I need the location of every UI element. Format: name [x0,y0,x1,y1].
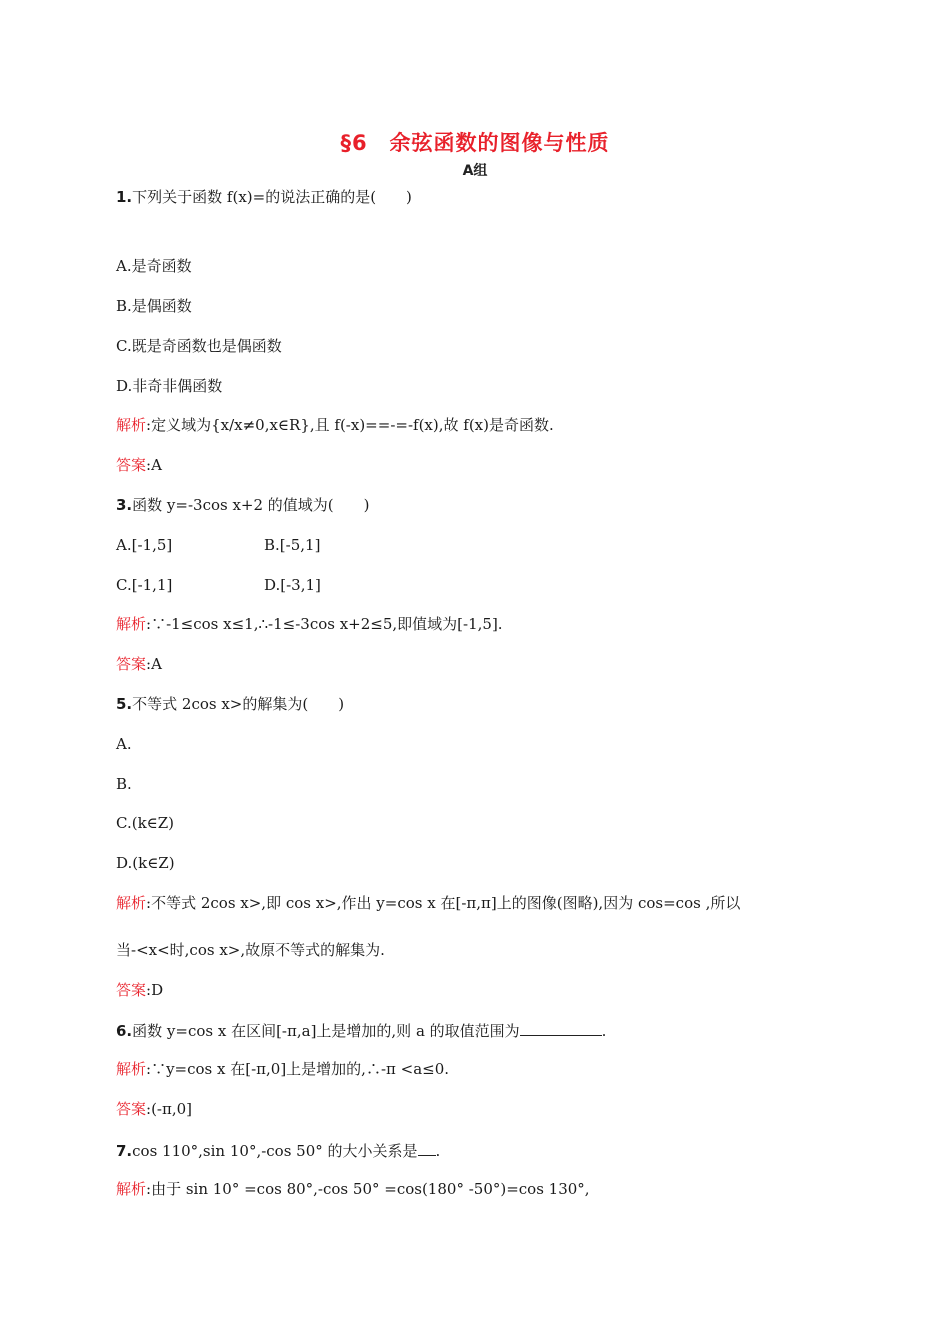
solution-line [116,893,740,913]
solution-line [116,614,503,634]
solution-text: :定义域为{x/x≠0,x∈R},且 f(-x)==-=-f(x),故 f(x)是奇函数. [146,416,554,434]
solution-text: :由于 sin 10° =cos 80°,-cos 50° =cos(180° -50°)=cos 130°, [146,1180,590,1198]
question-text: 函数 y=cos x 在区间[-π,a]上是增加的,则 a 的取值范围为 [132,1022,520,1040]
answer-label: 答案 [116,1100,147,1118]
answer-line [116,455,162,475]
answer-text: :A [146,655,162,673]
answer-text: :D [146,981,164,999]
option-a: A.[-1,5] [116,536,173,554]
option-c: C.[-1,1] [116,576,173,594]
question-number: 5. [116,695,133,713]
answer-label: 答案 [116,655,147,673]
solution-label: 解析 [116,615,147,633]
option-c: C.既是奇函数也是偶函数 [116,337,282,355]
question-number: 7. [116,1142,133,1160]
answer-label: 答案 [116,981,147,999]
answer-line [116,1099,192,1119]
option-d: D.[-3,1] [264,576,321,594]
question-3 [116,495,370,515]
options-row-ab [116,535,321,555]
solution-line [116,1059,449,1079]
option-a: A.是奇函数 [116,257,192,275]
page-title: §6 余弦函数的图像与性质 [340,131,610,155]
solution-line [116,415,554,435]
option-b: B. [116,775,132,793]
question-end: . [435,1142,441,1160]
solution-label: 解析 [116,894,147,912]
answer-blank [520,1019,602,1036]
question-end: . [601,1022,607,1040]
answer-blank [418,1139,436,1156]
option-b: B.[-5,1] [264,536,321,554]
answer-line [116,654,162,674]
solution-text: :不等式 2cos x>,即 cos x>,作出 y=cos x 在[-π,π]上的图像(图略),因为 cos=cos ,所以 [146,894,741,912]
solution-label: 解析 [116,1060,147,1078]
question-text: 不等式 2cos x>的解集为( ) [132,695,345,713]
answer-line [116,980,163,1000]
question-text: 下列关于函数 f(x)=的说法正确的是( ) [132,188,412,206]
question-6 [116,1019,606,1041]
question-7 [116,1139,440,1161]
solution-text: :∵-1≤cos x≤1,∴-1≤-3cos x+2≤5,即值域为[-1,5]. [146,615,503,633]
question-text: 函数 y=-3cos x+2 的值域为( ) [132,496,370,514]
solution-label: 解析 [116,416,147,434]
option-c: C.(k∈Z) [116,814,175,832]
question-number: 3. [116,496,133,514]
group-label: A组 [462,163,488,179]
option-b: B.是偶函数 [116,297,192,315]
question-text: cos 110°,sin 10°,-cos 50° 的大小关系是 [132,1142,418,1160]
option-d: D.(k∈Z) [116,854,175,872]
options-row-cd [116,575,321,595]
question-5 [116,694,344,714]
solution-continuation: 当-<x<时,cos x>,故原不等式的解集为. [116,941,385,959]
solution-line [116,1179,590,1199]
option-a: A. [116,735,132,753]
solution-text: :∵y=cos x 在[-π,0]上是增加的,∴-π <a≤0. [146,1060,450,1078]
question-number: 6. [116,1022,133,1040]
answer-label: 答案 [116,456,147,474]
solution-label: 解析 [116,1180,147,1198]
answer-text: :A [146,456,162,474]
question-1 [116,187,412,207]
answer-text: :(-π,0] [146,1100,193,1118]
option-d: D.非奇非偶函数 [116,377,223,395]
question-number: 1. [116,188,133,206]
